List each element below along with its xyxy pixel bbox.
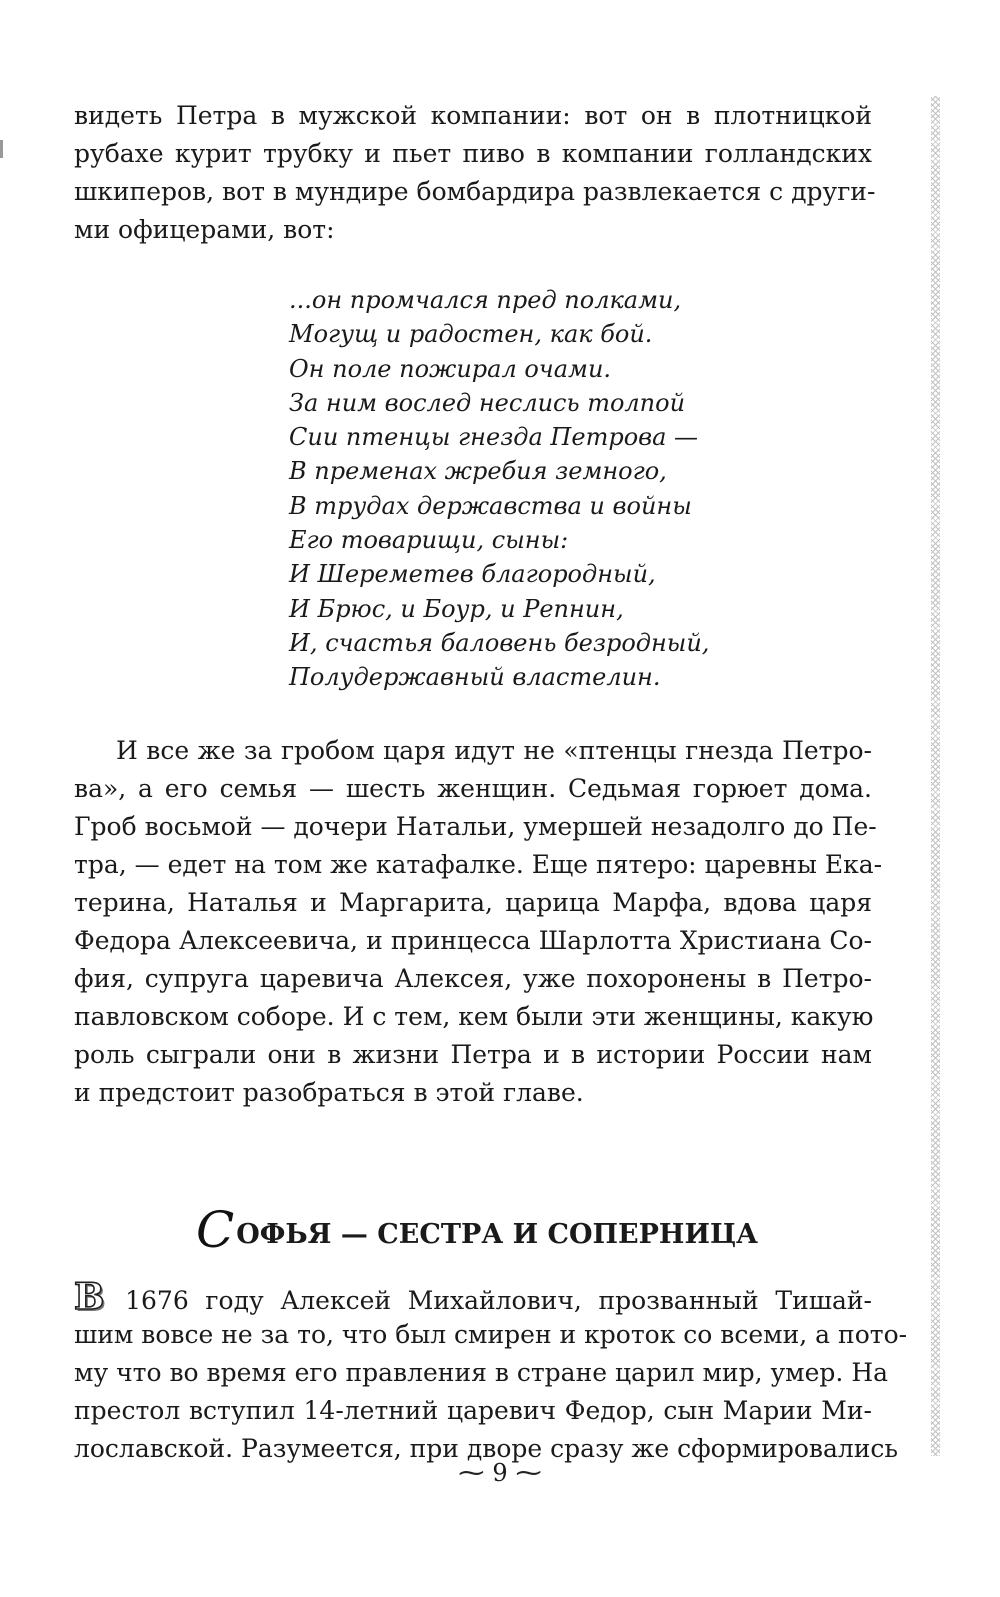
poem-line: Он поле пожирал очами.	[289, 354, 612, 383]
section-heading	[196, 1200, 759, 1260]
text-line: ва», а его семья — шесть женщин. Седьмая горюет дома.	[74, 774, 872, 803]
text-line: му что во время его правления в стране царил мир, умер. На	[74, 1358, 889, 1387]
decorative-border-strip	[931, 96, 940, 1456]
poem-quote	[289, 283, 709, 695]
poem-line: Полудержавный властелин.	[289, 663, 661, 692]
poem-line: И Брюс, и Боур, и Репнин,	[289, 594, 624, 623]
text-line: лославской. Разумеется, при дворе сразу же сформировались	[74, 1434, 899, 1463]
text-line: тра, — едет на том же катафалке. Еще пятеро: царевны Ека-	[74, 850, 883, 879]
family-paragraph	[74, 732, 883, 1112]
text-line: ми офицерами, вот:	[74, 215, 335, 244]
intro-paragraph	[74, 97, 876, 249]
text-line: Гроб восьмой — дочери Натальи, умершей незадолго до Пе-	[74, 812, 877, 841]
poem-line: В трудах державства и войны	[289, 491, 692, 520]
poem-line: Сии птенцы гнезда Петрова —	[289, 423, 699, 452]
text-line	[74, 1278, 872, 1316]
text-line: рубахе курит трубку и пьет пиво в компании голландских	[74, 139, 872, 168]
poem-line: В пременах жребия земного,	[289, 457, 667, 486]
margin-mark	[0, 140, 3, 158]
poem-line: Его товарищи, сыны:	[289, 526, 569, 555]
poem-line: И Шереметев благородный,	[289, 560, 656, 589]
text-line: и предстоит разобраться в этой главе.	[74, 1078, 584, 1107]
text-line: престол вступил 14-летний царевич Федор, сын Марии Ми-	[74, 1396, 872, 1425]
page-folio	[0, 1453, 1000, 1493]
heading-text: ОФЬЯ — СЕСТРА И СОПЕРНИЦА	[236, 1219, 759, 1250]
poem-line: За ним вослед неслись толпой	[289, 388, 686, 417]
drop-cap: В	[74, 1276, 105, 1318]
text-line: роль сыграли они в жизни Петра и в истории России нам	[74, 1040, 872, 1069]
text-line: Федора Алексеевича, и принцесса Шарлотта Христиана Со-	[74, 926, 872, 955]
text-line: шкиперов, вот в мундире бомбардира развлекается с други-	[74, 177, 876, 206]
first-line-text: 1676 году Алексей Михайлович, прозванный Тишай-	[108, 1286, 872, 1315]
poem-line: ...он промчался пред полками,	[289, 286, 682, 314]
poem-line: Могущ и радостен, как бой.	[289, 320, 653, 349]
text-line: терина, Наталья и Маргарита, царица Марфа, вдова царя	[74, 888, 872, 917]
text-line: шим вовсе не за то, что был смирен и кроток со всеми, а пото-	[74, 1320, 908, 1349]
text-line: павловском соборе. И с тем, кем были эти женщины, какую	[74, 1002, 874, 1031]
ornament-left-icon: ⁓	[458, 1458, 485, 1488]
section-paragraph	[74, 1276, 908, 1468]
text-line: И все же за гробом царя идут не «птенцы гнезда Петро-	[116, 736, 872, 765]
ornament-right-icon: ⁓	[515, 1458, 542, 1488]
heading-initial: С	[196, 1201, 235, 1259]
poem-line: И, счастья баловень безродный,	[289, 628, 710, 657]
page-number: 9	[492, 1459, 508, 1487]
text-line: фия, супруга царевича Алексея, уже похоронены в Петро-	[74, 964, 872, 993]
text-line: видеть Петра в мужской компании: вот он в плотницкой	[74, 101, 872, 130]
